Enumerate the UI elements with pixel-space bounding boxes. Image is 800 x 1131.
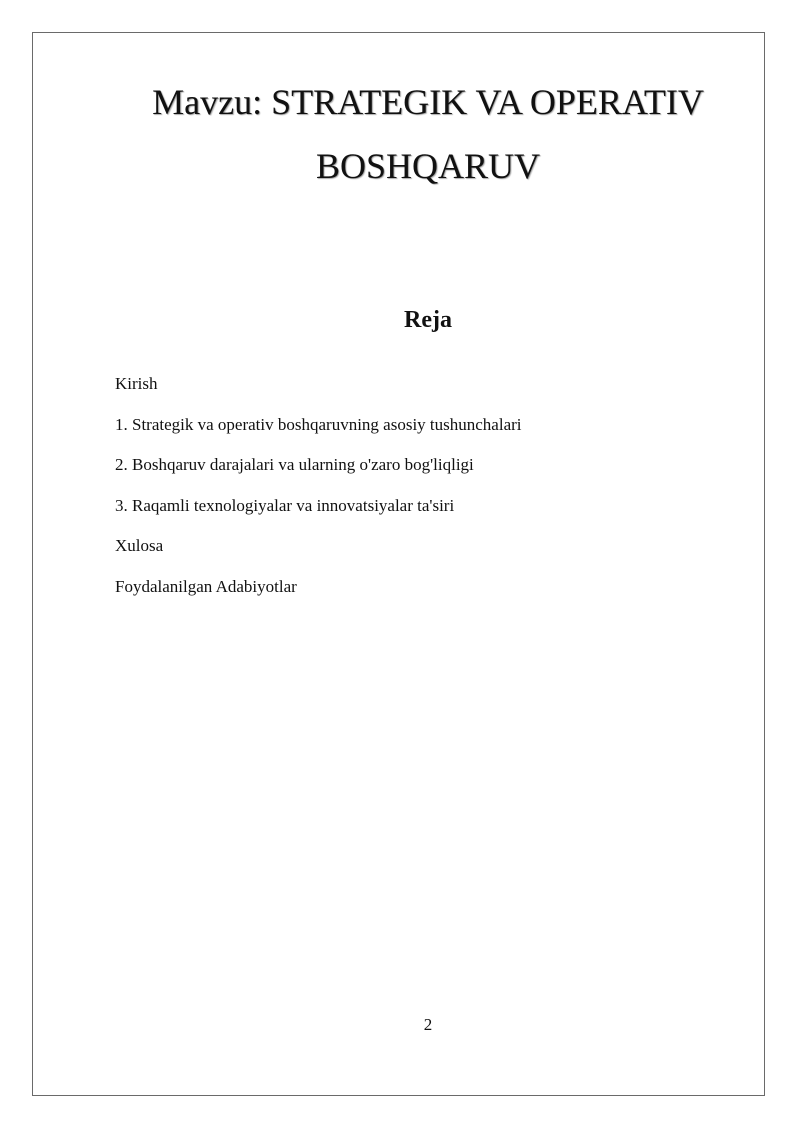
page-number: 2	[423, 1015, 433, 1034]
plan-item-references: Foydalanilgan Adabiyotlar	[115, 576, 297, 596]
plan-item-introduction: Kirish	[115, 374, 158, 393]
plan-item-1: 1. Strategik va operativ boshqaruvning asosiy tushunchalari	[115, 414, 522, 434]
plan-item-3: 3. Raqamli texnologiyalar va innovatsiyalar ta'siri	[115, 495, 455, 515]
document-title-line-1: Mavzu: STRATEGIK VA OPERATIV	[152, 82, 704, 122]
plan-item-conclusion: Xulosa	[115, 536, 164, 556]
plan-heading: Reja	[404, 307, 452, 333]
plan-list	[115, 373, 522, 617]
document-title-line-2: BOSHQARUV	[315, 146, 541, 186]
plan-item-2: 2. Boshqaruv darajalari va ularning o'zaro bog'liqligi	[115, 455, 474, 475]
